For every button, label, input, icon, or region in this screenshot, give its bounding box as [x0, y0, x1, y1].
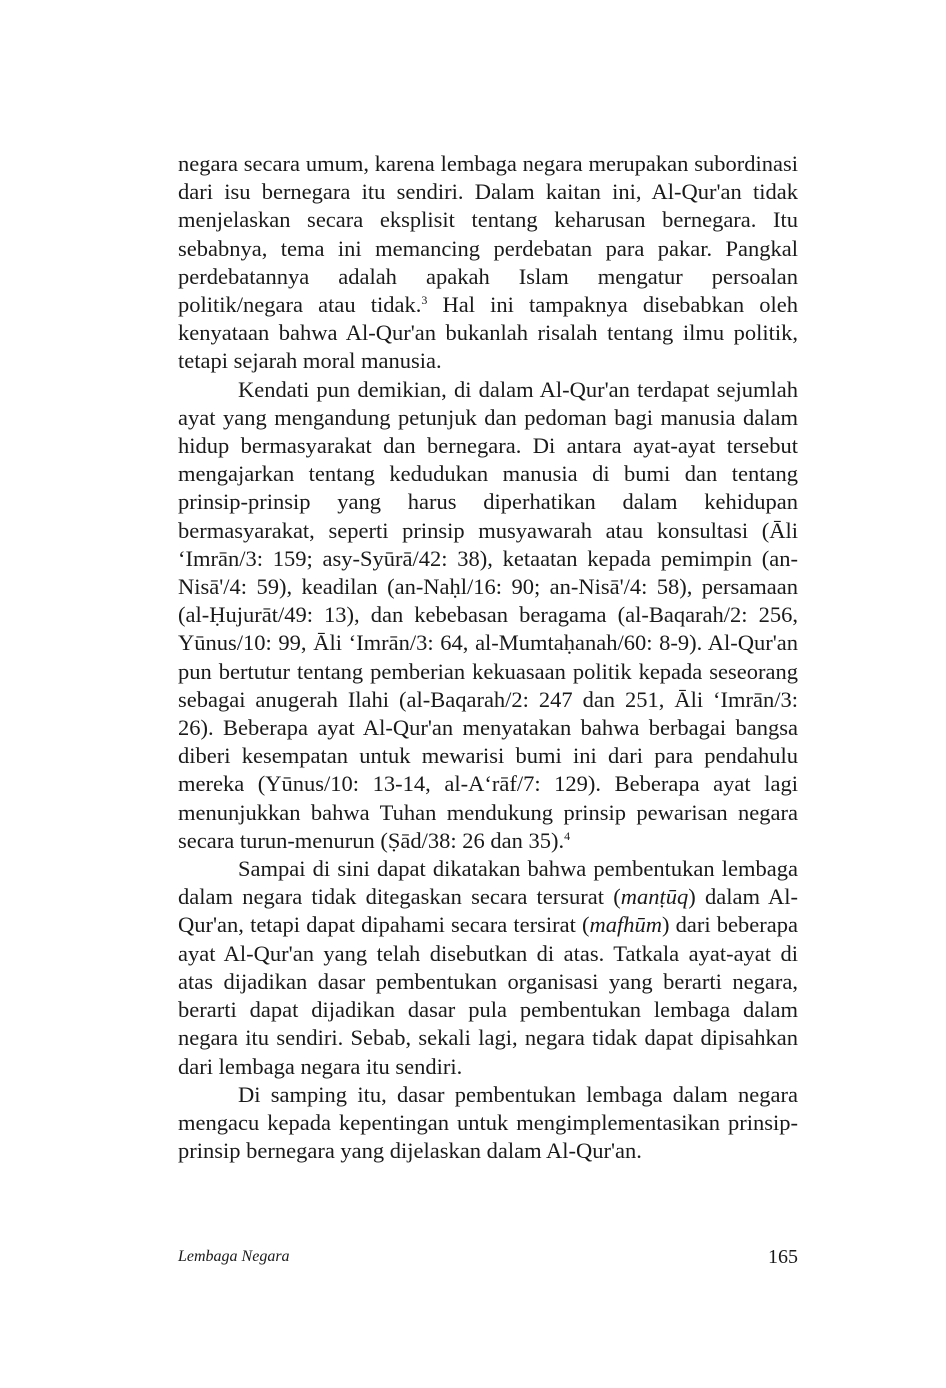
page-number: 165 — [768, 1246, 798, 1268]
footnote-ref-4[interactable]: 4 — [564, 828, 571, 843]
term-mafhum: mafhūm — [589, 912, 662, 938]
paragraph-text: ) dari beberapa ayat Al-Qur'an yang telah disebutkan di atas. Tatkala ayat-ayat di atas dijadikan dasar pembentukan organisasi yang berarti negara, berarti dapat dijadikan dasar pula pembentukan lembaga dalam negara itu sendiri. Sebab, sekali lagi, negara tidak dapat dipisahkan dari lembaga negara itu sendiri. — [178, 912, 798, 1079]
term-mantuq: manṭūq — [620, 884, 689, 910]
paragraph-text: Kendati pun demikian, di dalam Al-Qur'an terdapat sejumlah ayat yang mengandung petunjuk dan pedoman bagi manusia dalam hidup bermasyarakat dan bernegara. Di antara ayat-ayat tersebut mengajarkan tentang kedudukan manusia di bumi dan tentang prinsip-prinsip yang harus diperhatikan dalam kehidupan bermasyarakat, seperti prinsip musyawarah atau konsultasi (Āli ‘Imrān/3: 159; asy-Syūrā/42: 38), ketaatan kepada pemimpin (an-Nisā'/4: 59), keadilan (an-Naḥl/16: 90; an-Nisā'/4: 58), persamaan (al-Ḥujurāt/49: 13), dan kebebasan beragama (al-Baqarah/2: 256, Yūnus/10: 99, Āli ‘Imrān/3: 64, al-Mumtaḥanah/60: 8-9). Al-Qur'an pun bertutur tentang pemberian kekuasaan politik kepada seseorang sebagai anugerah Ilahi (al-Baqarah/2: 247 dan 251, Āli ‘Imrān/3: 26). Beberapa ayat Al-Qur'an menyatakan bahwa berbagai bangsa diberi kesempatan untuk mewarisi bumi ini dari para pendahulu mereka (Yūnus/10: 13-14, al-A‘rāf/7: 129). Beberapa ayat lagi menunjukkan bahwa Tuhan mendukung prinsip pewarisan negara secara turun-menurun (Ṣād/38: 26 dan 35). — [178, 376, 798, 853]
footnote-ref-3[interactable]: 3 — [421, 293, 428, 308]
page-footer — [178, 1246, 798, 1270]
page-body — [178, 150, 798, 1165]
paragraph-quranic-guidance — [178, 376, 798, 855]
paragraph-institution-formation — [178, 855, 798, 1081]
paragraph-text: ) dalam Al-Qur'an, tetapi dapat dipahami secara tersirat ( — [178, 884, 798, 938]
paragraph-text: Sampai di sini dapat dikatakan bahwa pembentukan lembaga dalam negara tidak ditegaskan secara tersurat ( — [178, 856, 798, 910]
paragraph-continuation — [178, 150, 798, 376]
paragraph-text: negara secara umum, karena lembaga negara merupakan subordinasi dari isu bernegara itu sendiri. Dalam kaitan ini, Al-Qur'an tidak menjelaskan secara eksplisit tentang keharusan bernegara. Itu sebabnya, tema ini memancing perdebatan para pakar. Pangkal perdebatannya adalah apakah Islam mengatur persoalan politik/negara atau tidak. — [178, 151, 798, 318]
paragraph-implementation — [178, 1081, 798, 1166]
paragraph-text: Hal ini tampaknya disebabkan oleh kenyataan bahwa Al-Qur'an bukanlah risalah tentang ilmu politik, tetapi sejarah moral manusia. — [178, 292, 799, 374]
running-title: Lembaga Negara — [178, 1248, 290, 1265]
paragraph-text: Di samping itu, dasar pembentukan lembaga dalam negara mengacu kepada kepentingan untuk mengimplementasikan prinsip-prinsip bernegara yang dijelaskan dalam Al-Qur'an. — [178, 1081, 798, 1164]
